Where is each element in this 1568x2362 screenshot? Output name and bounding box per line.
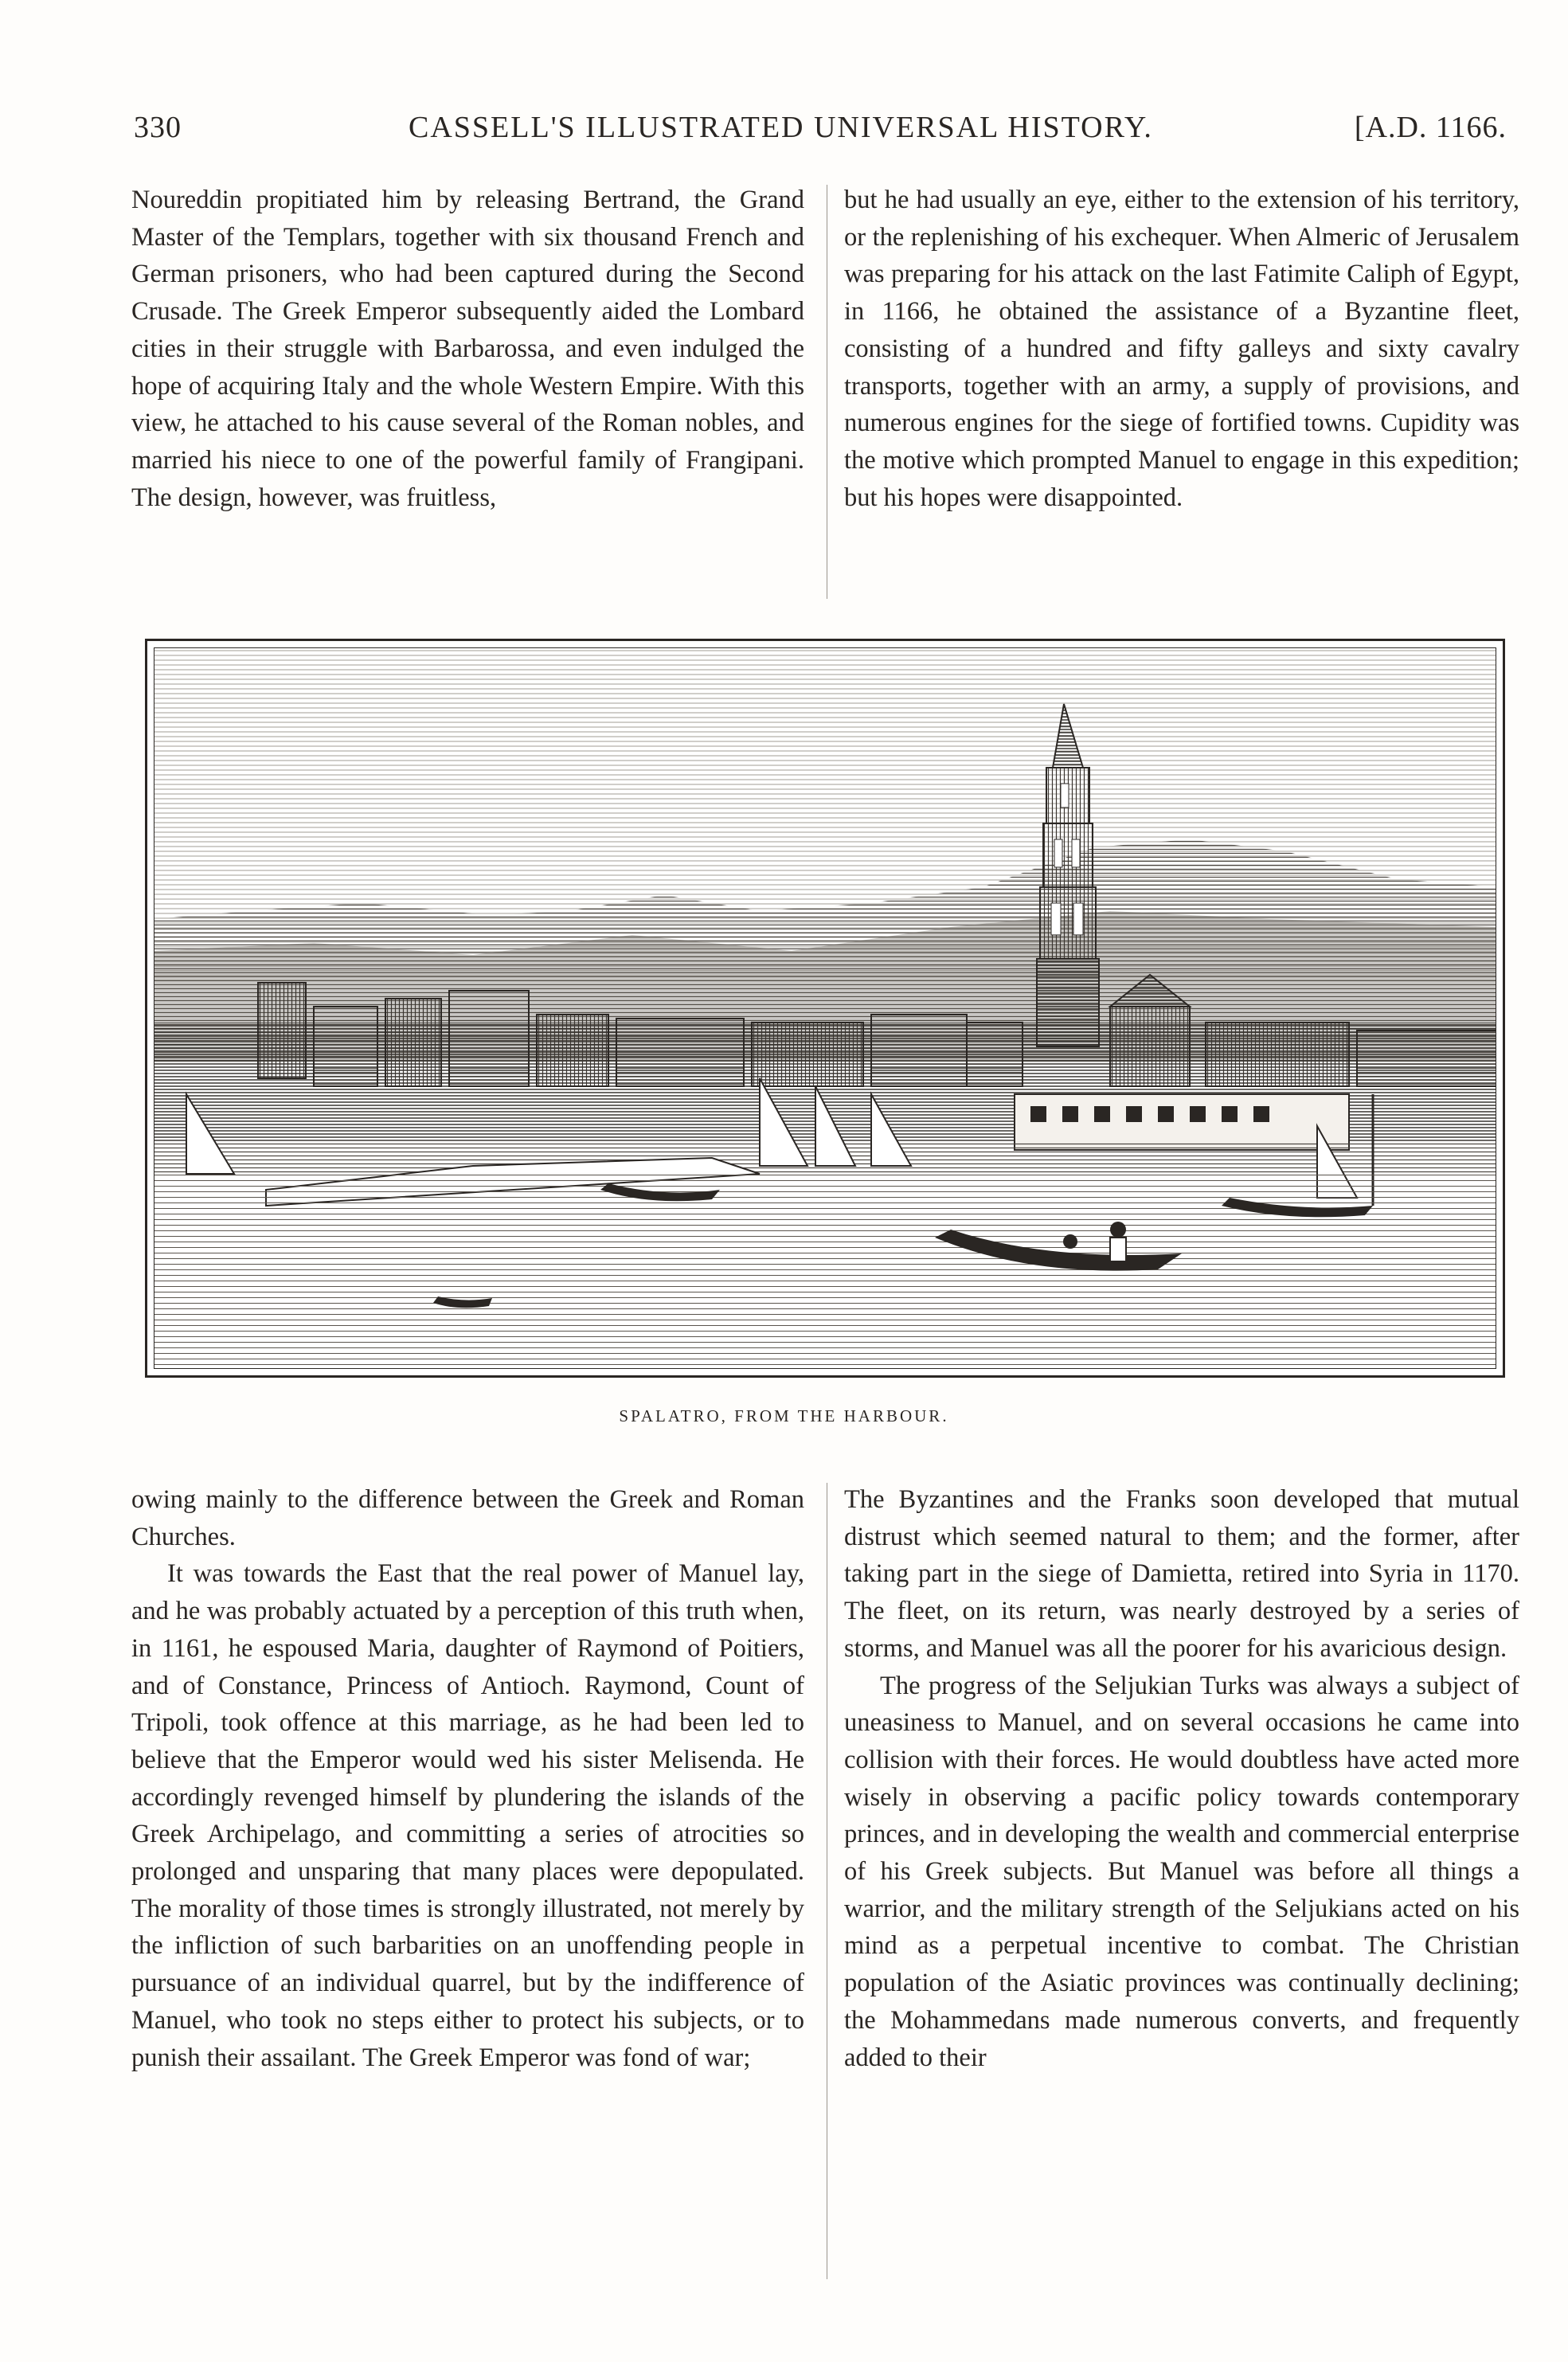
paragraph: The Byzantines and the Franks soon developed that mutual distrust which seemed natural to them; and the former, after taking part in the siege of Damietta, retired into Syria in 1170. The fleet, on its return, was nearly destroyed by a series of storms, and Manuel was all the poorer for his avaricious design.: [844, 1485, 1519, 1663]
paragraph: owing mainly to the difference between the Greek and Roman Churches.: [131, 1485, 804, 1551]
top-left-column: [131, 182, 804, 516]
bottom-left-column: [131, 1481, 804, 2076]
illustration: [154, 647, 1496, 1369]
running-date: [A.D. 1166.: [1354, 111, 1507, 144]
paragraph: The progress of the Seljukian Turks was always a subject of uneasiness to Manuel, and on several occasions he came into collision with their forces. He would doubtless have acted more wisely in observing a pacific policy towards contemporary princes, and in developing the wealth and commercial enterprise of his Greek subjects. But Manuel was before all things a warrior, and the military strength of the Seljukians acted on his mind as a perpetual incentive to combat. The Christian population of the Asiatic provinces was continually declining; the Mohammedans made numerous converts, and frequently added to their: [844, 1671, 1519, 2072]
running-title: CASSELL'S ILLUSTRATED UNIVERSAL HISTORY.: [409, 111, 1153, 144]
paragraph: Noureddin propitiated him by releasing Bertrand, the Grand Master of the Templars, together with six thousand French and German prisoners, who had been captured during the Second Crusade. The Greek Emperor subsequently aided the Lombard cities in their struggle with Barbarossa, and even indulged the hope of acquiring Italy and the whole Western Empire. With this view, he attached to his cause several of the Roman nobles, and married his niece to one of the powerful family of Frangipani. The design, however, was fruitless,: [131, 186, 804, 512]
harbour-water: [154, 1174, 1496, 1369]
paragraph: It was towards the East that the real power of Manuel lay, and he was probably actuated by a perception of this truth when, in 1161, he espoused Maria, daughter of Raymond of Poitiers, and of Constance, Princess of Antioch. Raymond, Count of Tripoli, took offence at this marriage, as he had been led to believe that the Emperor would wed his sister Melisenda. He accordingly revenged himself by plundering the islands of the Greek Archipelago, and committing a series of atrocities so prolonged and unsparing that many places were depopulated. The morality of those times is strongly illustrated, not merely by the infliction of such barbarities on an unoffending people in pursuance of an individual quarrel, but by the indifference of Manuel, who took no steps either to protect his subjects, or to punish their assailant. The Greek Emperor was fond of war;: [131, 1559, 804, 2072]
bottom-right-column: [844, 1481, 1519, 2076]
figure-caption: SPALATRO, FROM THE HARBOUR.: [619, 1406, 949, 1425]
paragraph: but he had usually an eye, either to the extension of his territory, or the replenishing of his exchequer. When Almeric of Jerusalem was preparing for his attack on the last Fatimite Caliph of Egypt, in 1166, he obtained the assistance of a Byzantine fleet, consisting of a hundred and fifty galleys and sixty cavalry transports, together with an army, a supply of provisions, and numerous engines for the siege of fortified towns. Cupidity was the motive which prompted Manuel to engage in this expedition; but his hopes were disappointed.: [844, 186, 1519, 512]
page-number: 330: [134, 111, 182, 144]
top-right-column: [844, 182, 1519, 516]
running-header: [134, 110, 1507, 153]
harbour-engraving: [154, 648, 1496, 1369]
illustration-frame: [145, 639, 1505, 1378]
